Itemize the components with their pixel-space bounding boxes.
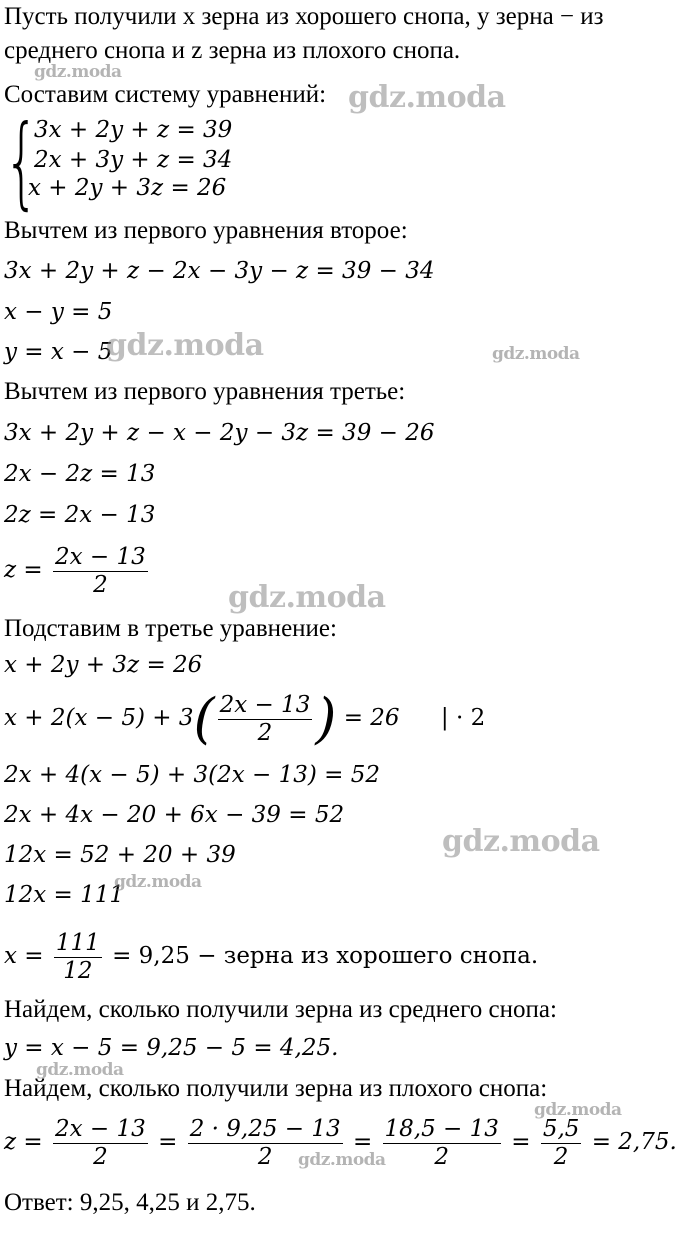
step5-frac-3-num: 18,5 − 13 [384,1115,499,1142]
step4-label: Найдем, сколько получили зерна из среднего снопа: [4,996,557,1023]
step3-eq-3: 2x + 4(x − 5) + 3(2x − 13) = 52 [4,762,380,788]
step5-frac-2-num: 2 · 9,25 − 13 [189,1115,341,1142]
step5-frac-3 [383,1116,501,1171]
intro-line-3: Составим систему уравнений: [4,81,327,108]
step2-eq-1: 3x + 2y + z − x − 2y − 3z = 39 − 26 [4,420,435,446]
step2-z-den: 2 [93,571,108,598]
watermark: gdz.moda [442,824,600,859]
watermark: gdz.moda [106,328,264,363]
step5-frac-4 [541,1116,582,1171]
step2-z-num: 2x − 13 [55,543,146,570]
watermark: gdz.moda [228,580,386,615]
step2-label: Вычтем из первого уравнения третье: [4,378,406,405]
step1-eq-3: y = x − 5 [4,339,113,365]
step1-label: Вычтем из первого уравнения второе: [4,217,408,244]
step5-eq-sign-1: = [158,1129,178,1155]
step5-eq-sign-3: = [511,1129,531,1155]
step5-frac-1 [53,1116,148,1171]
step3-fraction [218,692,313,747]
step1-eq-2: x − y = 5 [4,299,113,325]
step3-x-num: 111 [55,929,100,956]
step3-x-rhs: = 9,25 − зерна из хорошего снопа. [112,943,539,969]
step3-eq-5: 12x = 52 + 20 + 39 [4,842,236,868]
watermark: gdz.moda [492,344,580,364]
step2-z-lhs: z = [4,557,43,583]
watermark: gdz.moda [36,1060,124,1080]
step5-frac-2-den: 2 [257,1143,273,1170]
step2-z-fraction-line [4,540,151,600]
step3-x-line [4,926,538,986]
system-eq-2: 2x + 3y + z = 34 [34,147,233,173]
step5-result: = 2,75. [591,1129,677,1155]
step3-frac-den: 2 [257,719,273,746]
step4-eq: y = x − 5 = 9,25 − 5 = 4,25. [4,1035,339,1061]
watermark: gdz.moda [34,62,122,82]
watermark: gdz.moda [534,1100,622,1120]
step5-frac-1-den: 2 [93,1143,108,1170]
step3-frac-num: 2x − 13 [219,691,311,718]
watermark: gdz.moda [298,1150,386,1170]
step5-label: Найдем, сколько получили зерна из плохого снопа: [4,1075,548,1102]
step3-eq-1: x + 2y + 3z = 26 [4,652,203,678]
step3-x-lhs: x = [4,943,44,969]
system-eq-1: 3x + 2y + z = 39 [34,117,233,143]
step5-frac-1-num: 2x − 13 [55,1115,146,1142]
watermark: gdz.moda [348,80,506,115]
step3-eq-2-post: = 26 [343,705,400,731]
intro-line-2: среднего снопа и z зерна из плохого снопа. [4,37,461,64]
step5-frac-4-num: 5,5 [542,1115,580,1142]
system-eq-3: x + 2y + 3z = 26 [28,175,227,201]
step5-eq-sign-2: = [352,1129,373,1155]
step5-frac-3-den: 2 [434,1143,450,1170]
step2-z-fraction [53,544,148,599]
step3-x-fraction [54,930,102,985]
step5-frac-4-den: 2 [553,1143,569,1170]
step3-x-den: 12 [63,957,93,984]
system-brace: { [4,103,39,220]
step3-label: Подставим в третье уравнение: [4,615,337,642]
step5-z-lhs: z = [4,1129,43,1155]
step3-eq-2 [4,688,485,748]
step3-multiplier: | · 2 [440,705,486,731]
step3-eq-4: 2x + 4x − 20 + 6x − 39 = 52 [4,802,345,828]
step2-eq-3: 2z = 2x − 13 [4,502,156,528]
step3-eq-6: 12x = 111 [4,882,125,908]
watermark: gdz.moda [114,872,202,892]
intro-line-1: Пусть получили x зерна из хорошего снопа, y зерна − из [4,3,604,30]
step3-eq-2-pre: x + 2(x − 5) + 3 [4,705,194,731]
left-paren: ( [193,687,215,750]
step1-eq-1: 3x + 2y + z − 2x − 3y − z = 39 − 34 [4,258,435,284]
right-paren: ) [315,687,337,750]
answer: Ответ: 9,25, 4,25 и 2,75. [4,1189,256,1216]
step2-eq-2: 2x − 2z = 13 [4,461,156,487]
